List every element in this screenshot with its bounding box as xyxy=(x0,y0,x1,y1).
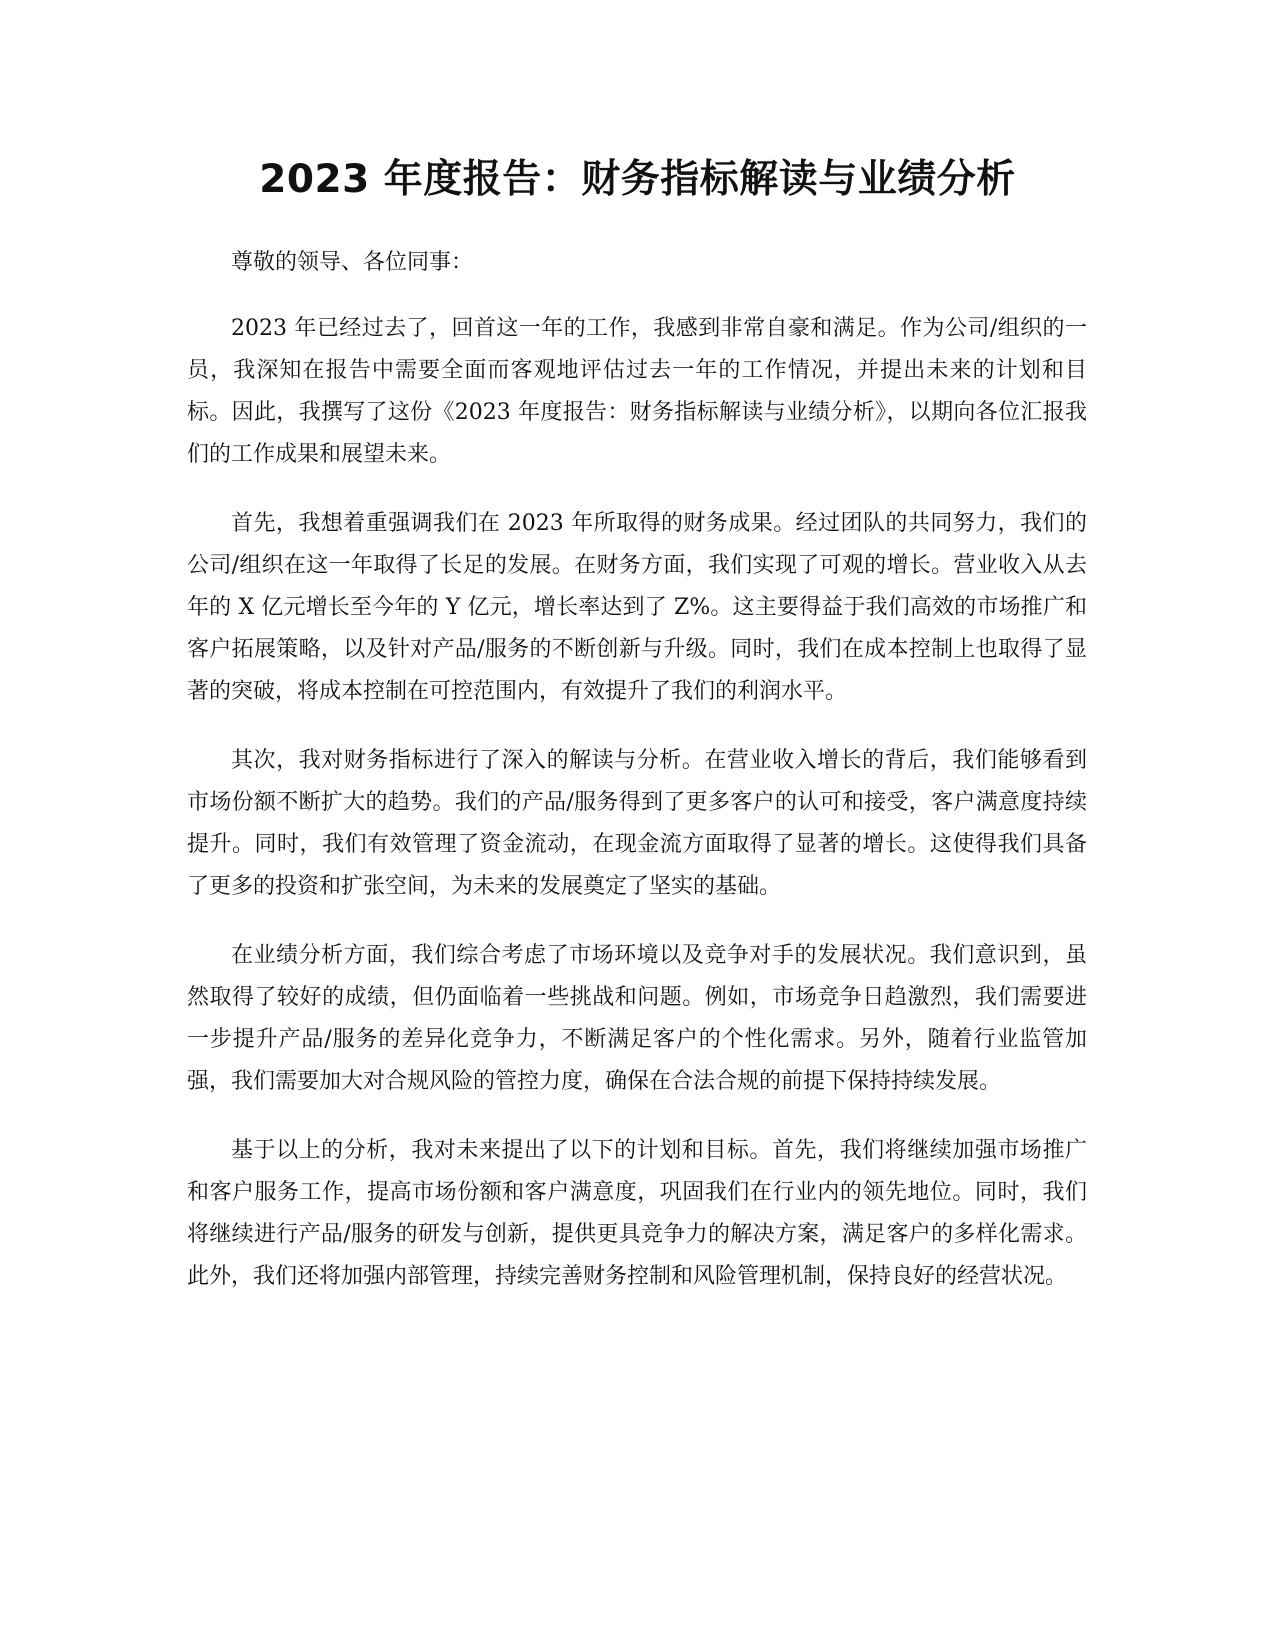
paragraph-indicator-analysis: 其次，我对财务指标进行了深入的解读与分析。在营业收入增长的背后，我们能够看到市场份额不断扩大的趋势。我们的产品/服务得到了更多客户的认可和接受，客户满意度持续提升。同时，我们有效管理了资金流动，在现金流方面取得了显著的增长。这使得我们具备了更多的投资和扩张空间，为未来的发展奠定了坚实的基础。 xyxy=(187,748,1087,899)
paragraph-intro: 2023 年已经过去了，回首这一年的工作，我感到非常自豪和满足。作为公司/组织的一员，我深知在报告中需要全面而客观地评估过去一年的工作情况，并提出未来的计划和目标。因此，我撰写了这份《2023 年度报告：财务指标解读与业绩分析》，以期向各位汇报我们的工作成果和展望未来。 xyxy=(187,316,1087,467)
document-body xyxy=(187,242,1087,1325)
paragraph-performance-analysis: 在业绩分析方面，我们综合考虑了市场环境以及竞争对手的发展状况。我们意识到，虽然取得了较好的成绩，但仍面临着一些挑战和问题。例如，市场竞争日趋激烈，我们需要进一步提升产品/服务的差异化竞争力，不断满足客户的个性化需求。另外，随着行业监管加强，我们需要加大对合规风险的管控力度，确保在合法合规的前提下保持持续发展。 xyxy=(187,943,1087,1094)
paragraph-future-plans: 基于以上的分析，我对未来提出了以下的计划和目标。首先，我们将继续加强市场推广和客户服务工作，提高市场份额和客户满意度，巩固我们在行业内的领先地位。同时，我们将继续进行产品/服务的研发与创新，提供更具竞争力的解决方案，满足客户的多样化需求。此外，我们还将加强内部管理，持续完善财务控制和风险管理机制，保持良好的经营状况。 xyxy=(187,1138,1087,1289)
paragraph-financial-results: 首先，我想着重强调我们在 2023 年所取得的财务成果。经过团队的共同努力，我们的公司/组织在这一年取得了长足的发展。在财务方面，我们实现了可观的增长。营业收入从去年的 X 亿元增长至今年的 Y 亿元，增长率达到了 Z%。这主要得益于我们高效的市场推广和客户拓展策略，以及针对产品/服务的不断创新与升级。同时，我们在成本控制上也取得了显著的突破，将成本控制在可控范围内，有效提升了我们的利润水平。 xyxy=(187,511,1087,704)
document-title: 2023 年度报告：财务指标解读与业绩分析 xyxy=(259,157,1016,202)
greeting-paragraph: 尊敬的领导、各位同事： xyxy=(231,250,474,275)
